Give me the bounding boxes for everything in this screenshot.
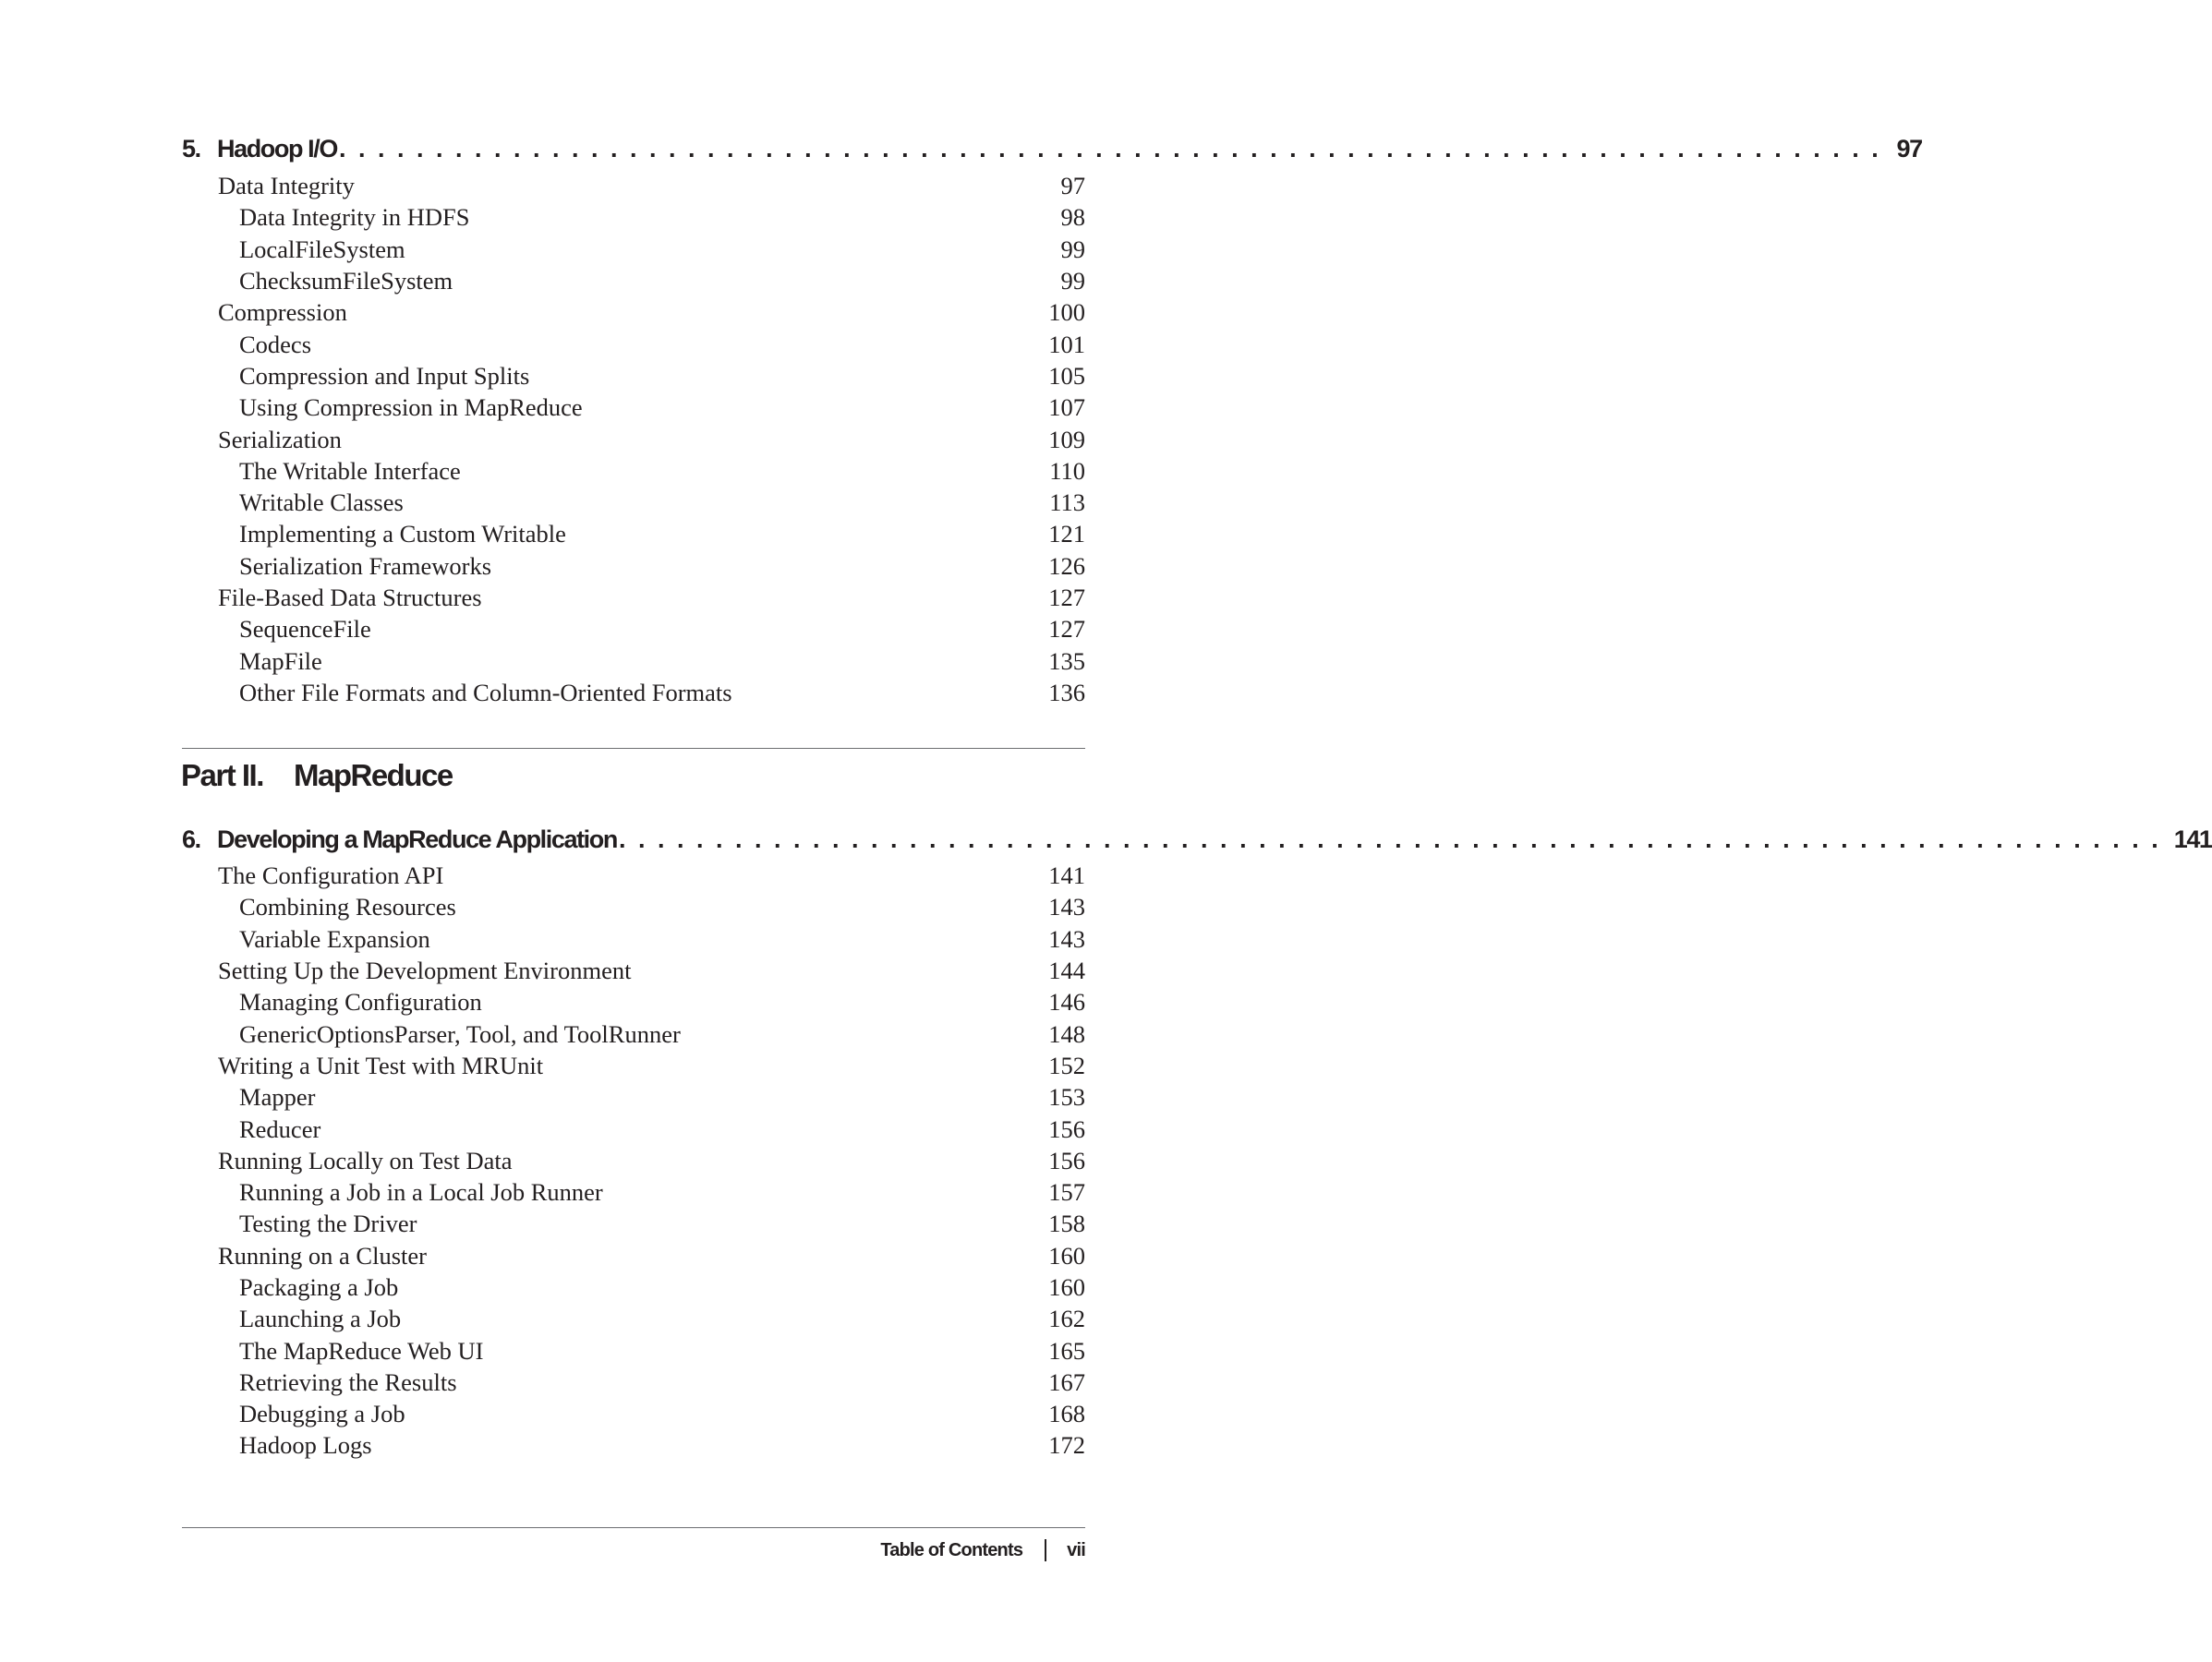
entry-title: GenericOptionsParser, Tool, and ToolRunner bbox=[239, 1019, 681, 1048]
entry-page-number: 148 bbox=[1048, 1019, 1085, 1048]
toc-subsection-entry[interactable] bbox=[182, 986, 1085, 1018]
toc-section-entry[interactable] bbox=[182, 1240, 1085, 1271]
dot-leader: . . . . . . . . . . . . . . . . . . . . . . . . . . . . . . . . . . . . . . . . . . . . . . . . . . . . . . . . . . . . . . . . . . . . . . . . . . . . . . . . bbox=[339, 135, 1881, 163]
entry-title: Writable Classes bbox=[239, 488, 404, 517]
entry-title: Running a Job in a Local Job Runner bbox=[239, 1178, 603, 1207]
entry-page-number: 172 bbox=[1048, 1431, 1085, 1460]
entry-title: The Configuration API bbox=[218, 861, 444, 890]
toc-section-entry[interactable] bbox=[182, 1145, 1085, 1176]
entry-title: Using Compression in MapReduce bbox=[239, 393, 583, 422]
toc-subsection-entry[interactable] bbox=[182, 923, 1085, 955]
entry-page-number: 107 bbox=[1048, 393, 1085, 422]
entry-page-number: 165 bbox=[1048, 1336, 1085, 1365]
chapter-6-heading[interactable] bbox=[182, 825, 2212, 862]
entry-page-number: 121 bbox=[1048, 520, 1085, 548]
part-title: MapReduce bbox=[294, 758, 453, 792]
toc-subsection-entry[interactable] bbox=[182, 201, 1085, 233]
toc-section-entry[interactable] bbox=[182, 170, 1085, 201]
toc-subsection-entry[interactable] bbox=[182, 1271, 1085, 1303]
entry-title: The Writable Interface bbox=[239, 456, 461, 485]
entry-title: Testing the Driver bbox=[239, 1210, 417, 1238]
entry-page-number: 160 bbox=[1048, 1241, 1085, 1270]
entry-page-number: 110 bbox=[1049, 456, 1085, 485]
toc-subsection-entry[interactable] bbox=[182, 518, 1085, 549]
entry-title: ChecksumFileSystem bbox=[239, 267, 453, 295]
entry-page-number: 99 bbox=[1060, 235, 1085, 263]
toc-section-entry[interactable] bbox=[182, 955, 1085, 986]
entry-title: Debugging a Job bbox=[239, 1400, 405, 1428]
toc-subsection-entry[interactable] bbox=[182, 487, 1085, 518]
chapter-5-entries bbox=[182, 170, 1085, 708]
toc-subsection-entry[interactable] bbox=[182, 1398, 1085, 1429]
entry-title: Retrieving the Results bbox=[239, 1367, 457, 1396]
entry-page-number: 141 bbox=[1048, 861, 1085, 890]
entry-page-number: 157 bbox=[1048, 1178, 1085, 1207]
chapter-5-heading[interactable] bbox=[182, 135, 1922, 172]
entry-title: LocalFileSystem bbox=[239, 235, 405, 263]
toc-subsection-entry[interactable] bbox=[182, 1429, 1085, 1461]
toc-section-entry[interactable] bbox=[182, 296, 1085, 328]
footer-separator bbox=[1045, 1539, 1046, 1561]
toc-subsection-entry[interactable] bbox=[182, 328, 1085, 359]
entry-title: Packaging a Job bbox=[239, 1273, 399, 1301]
toc-subsection-entry[interactable] bbox=[182, 1081, 1085, 1113]
entry-page-number: 156 bbox=[1048, 1146, 1085, 1174]
entry-title: Variable Expansion bbox=[239, 924, 430, 953]
toc-subsection-entry[interactable] bbox=[182, 891, 1085, 922]
footer-rule bbox=[182, 1527, 1085, 1528]
entry-title: Launching a Job bbox=[239, 1305, 402, 1333]
entry-page-number: 168 bbox=[1048, 1400, 1085, 1428]
entry-title: Hadoop Logs bbox=[239, 1431, 372, 1460]
entry-page-number: 162 bbox=[1048, 1305, 1085, 1333]
entry-title: The MapReduce Web UI bbox=[239, 1336, 484, 1365]
toc-section-entry[interactable] bbox=[182, 860, 1085, 891]
entry-title: Combining Resources bbox=[239, 893, 456, 921]
entry-page-number: 105 bbox=[1048, 361, 1085, 390]
chapter-number: 6. bbox=[182, 825, 200, 853]
toc-subsection-entry[interactable] bbox=[182, 360, 1085, 391]
chapter-page-number: 141 bbox=[2173, 825, 2212, 853]
entry-page-number: 98 bbox=[1060, 203, 1085, 232]
entry-page-number: 160 bbox=[1048, 1273, 1085, 1301]
entry-title: Writing a Unit Test with MRUnit bbox=[218, 1051, 544, 1079]
chapter-page-number: 97 bbox=[1896, 135, 1922, 163]
entry-title: Serialization Frameworks bbox=[239, 551, 492, 580]
entry-title: Reducer bbox=[239, 1114, 321, 1143]
part-label: Part II. bbox=[181, 758, 263, 792]
footer-section-title: Table of Contents bbox=[880, 1539, 1023, 1560]
chapter-title: Hadoop I/O bbox=[217, 135, 337, 163]
entry-page-number: 144 bbox=[1048, 957, 1085, 985]
entry-page-number: 136 bbox=[1048, 678, 1085, 706]
toc-subsection-entry[interactable] bbox=[182, 391, 1085, 423]
toc-subsection-entry[interactable] bbox=[182, 1334, 1085, 1366]
entry-page-number: 109 bbox=[1048, 425, 1085, 453]
toc-subsection-entry[interactable] bbox=[182, 1367, 1085, 1398]
entry-title: Running on a Cluster bbox=[218, 1241, 427, 1270]
entry-title: Setting Up the Development Environment bbox=[218, 957, 632, 985]
toc-section-entry[interactable] bbox=[182, 423, 1085, 454]
entry-title: Running Locally on Test Data bbox=[218, 1146, 513, 1174]
entry-page-number: 127 bbox=[1048, 584, 1085, 611]
entry-page-number: 143 bbox=[1048, 924, 1085, 953]
entry-page-number: 100 bbox=[1048, 298, 1085, 327]
toc-section-entry[interactable] bbox=[182, 582, 1085, 613]
entry-title: Serialization bbox=[218, 425, 342, 453]
footer-page-number: vii bbox=[1067, 1539, 1085, 1560]
entry-title: Implementing a Custom Writable bbox=[239, 520, 566, 548]
entry-page-number: 156 bbox=[1048, 1114, 1085, 1143]
entry-page-number: 97 bbox=[1060, 172, 1085, 200]
entry-page-number: 126 bbox=[1048, 551, 1085, 580]
toc-subsection-entry[interactable] bbox=[182, 1208, 1085, 1239]
entry-title: SequenceFile bbox=[239, 615, 371, 644]
entry-page-number: 143 bbox=[1048, 893, 1085, 921]
entry-title: Data Integrity in HDFS bbox=[239, 203, 470, 232]
entry-title: Compression bbox=[218, 298, 347, 327]
chapter-6-entries bbox=[182, 860, 1085, 1462]
part-divider-rule bbox=[182, 748, 1085, 749]
entry-page-number: 135 bbox=[1048, 646, 1085, 675]
entry-page-number: 127 bbox=[1048, 615, 1085, 644]
part-heading[interactable] bbox=[181, 755, 453, 796]
entry-title: MapFile bbox=[239, 646, 322, 675]
page-footer bbox=[182, 1535, 1085, 1566]
entry-title: Compression and Input Splits bbox=[239, 361, 530, 390]
toc-subsection-entry[interactable] bbox=[182, 1303, 1085, 1334]
entry-page-number: 146 bbox=[1048, 988, 1085, 1017]
toc-subsection-entry[interactable] bbox=[182, 1176, 1085, 1208]
entry-page-number: 113 bbox=[1049, 488, 1085, 517]
entry-title: Mapper bbox=[239, 1083, 316, 1112]
entry-page-number: 101 bbox=[1048, 330, 1085, 358]
toc-subsection-entry[interactable] bbox=[182, 550, 1085, 582]
toc-subsection-entry[interactable] bbox=[182, 265, 1085, 296]
entry-page-number: 99 bbox=[1060, 267, 1085, 295]
toc-subsection-entry[interactable] bbox=[182, 677, 1085, 708]
toc-subsection-entry[interactable] bbox=[182, 234, 1085, 265]
toc-subsection-entry[interactable] bbox=[182, 455, 1085, 487]
toc-subsection-entry[interactable] bbox=[182, 1113, 1085, 1144]
toc-subsection-entry[interactable] bbox=[182, 613, 1085, 644]
entry-title: Other File Formats and Column-Oriented Formats bbox=[239, 678, 732, 706]
entry-title: File-Based Data Structures bbox=[218, 584, 482, 611]
entry-page-number: 158 bbox=[1048, 1210, 1085, 1238]
entry-title: Managing Configuration bbox=[239, 988, 482, 1017]
dot-leader: . . . . . . . . . . . . . . . . . . . . . . . . . . . . . . . . . . . . . . . . . . . . . . . . . . . . . . . . . . . . . . . . . . . . . . . . . . . . . . . . bbox=[618, 825, 2161, 853]
toc-subsection-entry[interactable] bbox=[182, 644, 1085, 676]
chapter-title: Developing a MapReduce Application bbox=[217, 825, 617, 853]
chapter-number: 5. bbox=[182, 135, 200, 163]
entry-page-number: 167 bbox=[1048, 1367, 1085, 1396]
entry-title: Codecs bbox=[239, 330, 312, 358]
entry-page-number: 152 bbox=[1048, 1051, 1085, 1079]
entry-title: Data Integrity bbox=[218, 172, 355, 200]
toc-subsection-entry[interactable] bbox=[182, 1018, 1085, 1049]
toc-section-entry[interactable] bbox=[182, 1050, 1085, 1081]
entry-page-number: 153 bbox=[1048, 1083, 1085, 1112]
